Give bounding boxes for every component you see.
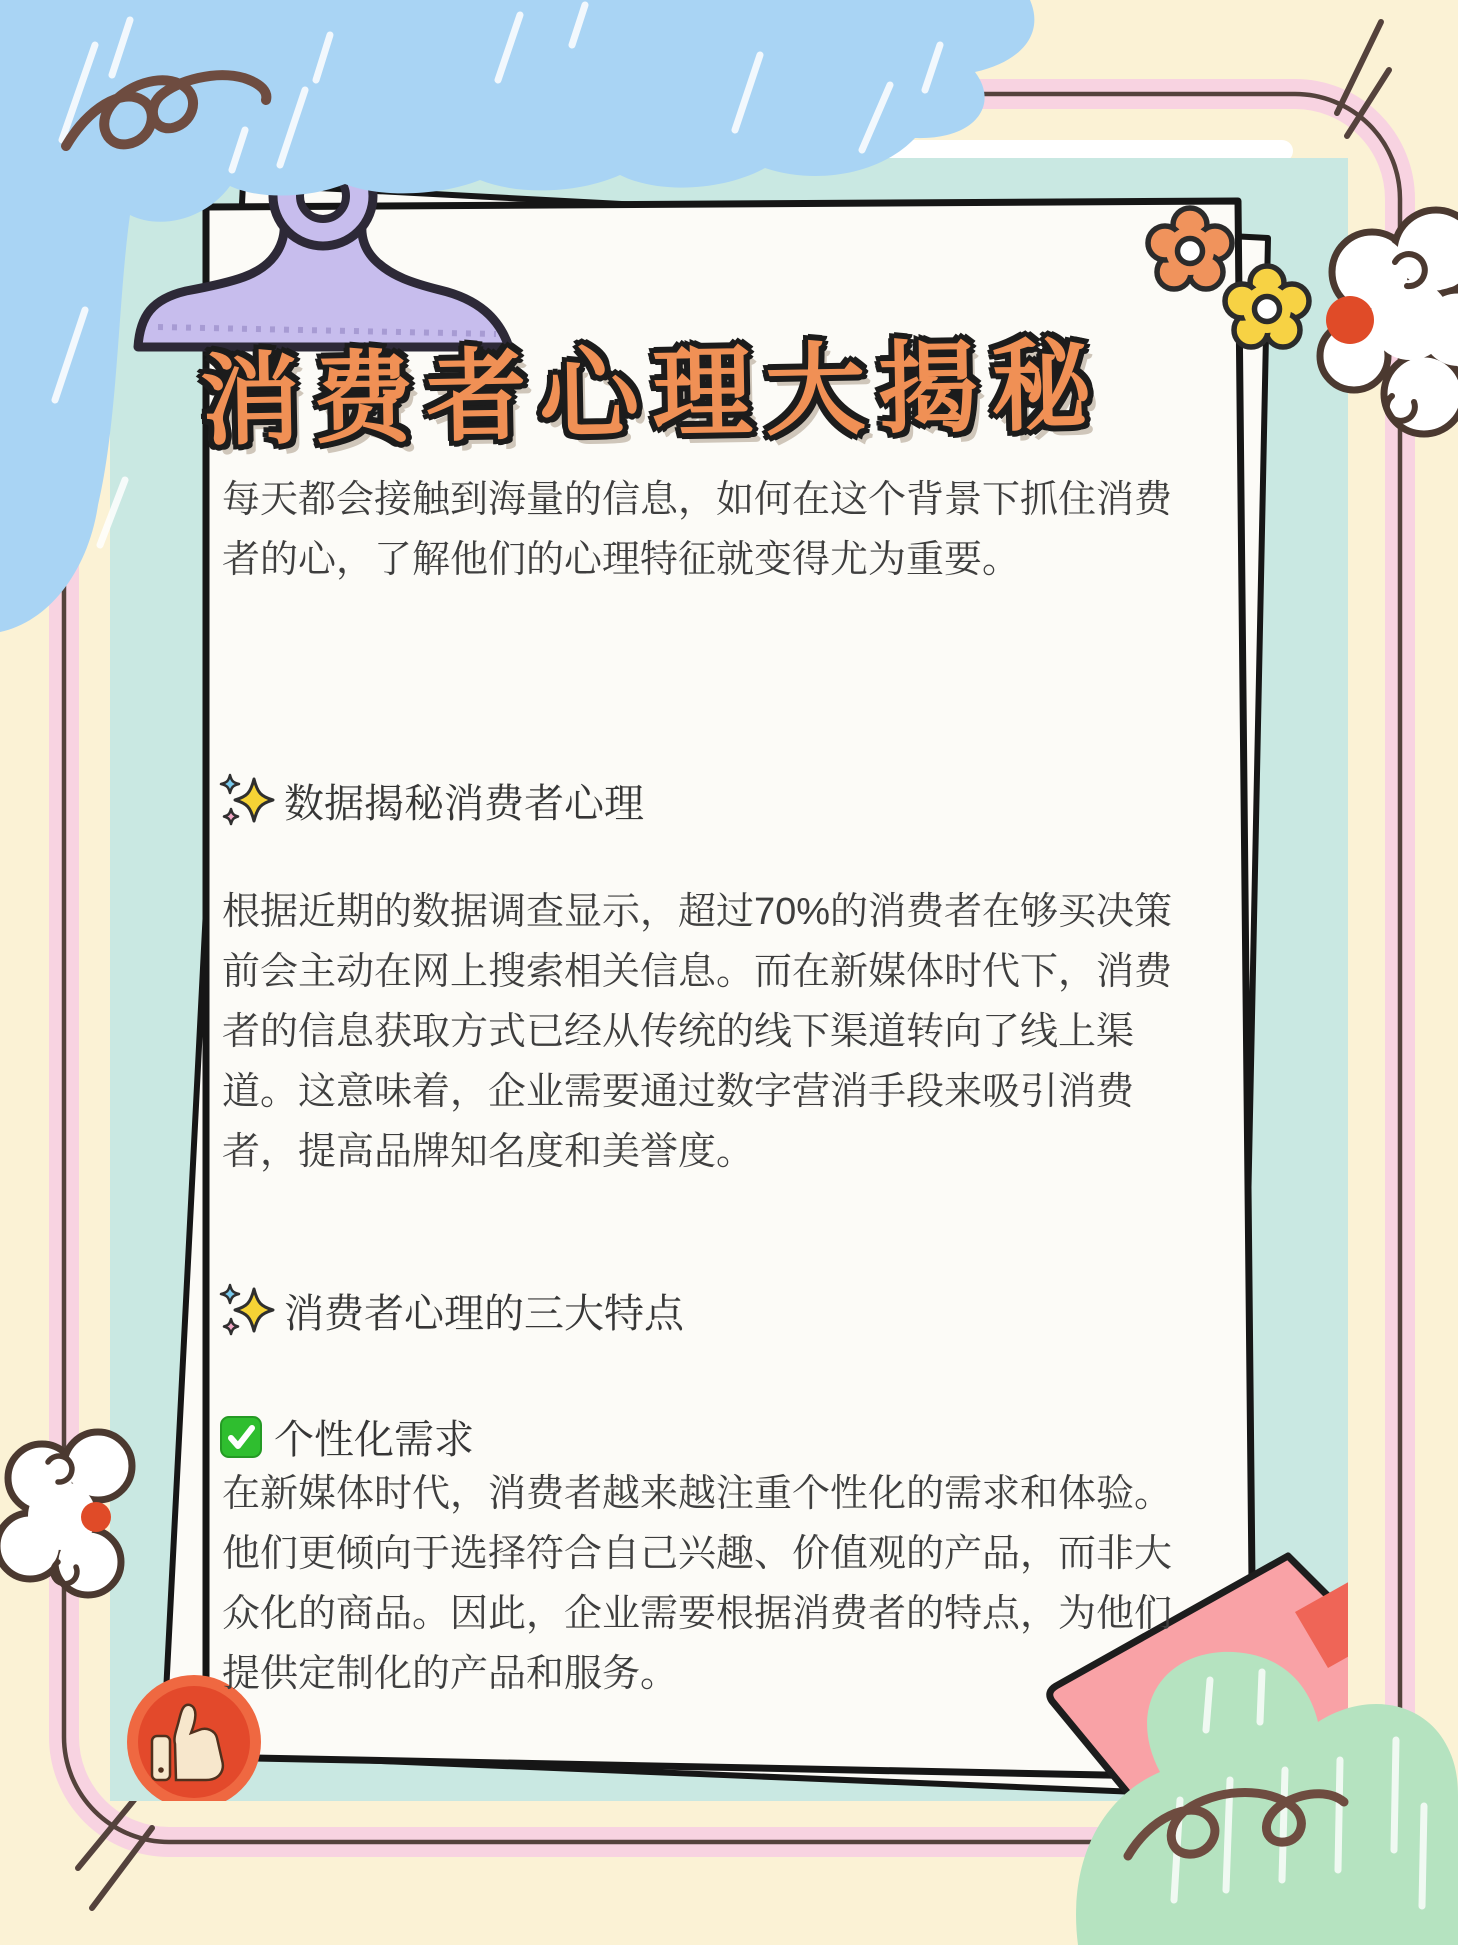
- trait-point-label: 个性化需求: [274, 1418, 474, 1462]
- body-line: 他们更倾向于选择符合自己兴趣、价值观的产品，而非大: [222, 1533, 1173, 1575]
- blue-cloud-doodle: [0, 0, 1034, 632]
- body-line: 前会主动在网上搜索相关信息。而在新媒体时代下，消费: [222, 951, 1173, 993]
- white-flower-doodle-left: [0, 1432, 132, 1595]
- section-heading-label: 数据揭秘消费者心理: [284, 782, 644, 826]
- section-heading-label: 消费者心理的三大特点: [284, 1292, 684, 1336]
- body-line: 在新媒体时代，消费者越来越注重个性化的需求和体验。: [222, 1473, 1173, 1515]
- intro-line: 者的心，了解他们的心理特征就变得尤为重要。: [222, 539, 1021, 581]
- intro-line: 每天都会接触到海量的信息，如何在这个背景下抓住消费: [222, 479, 1173, 521]
- body-line: 众化的商品。因此，企业需要根据消费者的特点，为他们: [222, 1593, 1173, 1635]
- body-line: 者的信息获取方式已经从传统的线下渠道转向了线上渠: [222, 1011, 1135, 1053]
- body-line: 提供定制化的产品和服务。: [222, 1653, 679, 1695]
- body-line: 道。这意味着，企业需要通过数字营消手段来吸引消费: [222, 1071, 1135, 1113]
- poster-title: 消费者心理大揭秘: [199, 330, 1106, 458]
- body-line: 根据近期的数据调查显示，超过70%的消费者在够买决策: [222, 891, 1173, 933]
- green-scribble-doodle: [1076, 1652, 1458, 1945]
- white-flower-doodle-right: [1320, 210, 1458, 434]
- body-line: 者，提高品牌知名度和美誉度。: [222, 1131, 755, 1173]
